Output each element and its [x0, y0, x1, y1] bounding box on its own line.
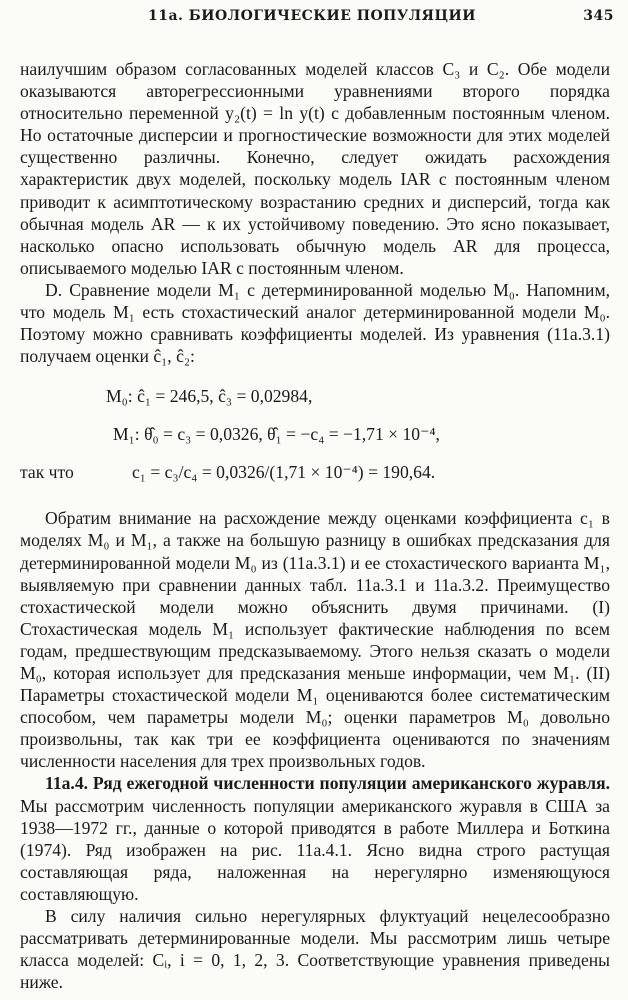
paragraph-4: Мы рассмотрим численность популяции американского журавля в США за 1938—1972 гг., данные о которой приводятся в работе Миллера и Боткина (1974). Ряд изображен на рис. 11a.4.1. Ясно видна строго растущая составляющая ряда, наложенная на нерегулярно изменяющуюся составляющую.: [20, 795, 610, 904]
running-header-title: 11a. БИОЛОГИЧЕСКИЕ ПОПУЛЯЦИИ: [148, 8, 476, 24]
equation-m0: [20, 377, 610, 415]
so-that-label: так что: [20, 462, 74, 483]
page-number: 345: [583, 8, 614, 24]
equation-c1-text: c₁ = c₃/c₄ = 0,0326/(1,71 × 10⁻⁴) = 190,64.: [132, 462, 436, 483]
equation-m1-text: M₁: θ̂₀ = c₃ = 0,0326, θ̂₁ = −c₄ = −1,71 × 10⁻⁴,: [113, 424, 440, 445]
section-heading: 11a.4. Ряд ежегодной численности популяции американского журавля.: [45, 773, 610, 794]
paragraph-3: Обратим внимание на расхождение между оценками коэффициента c₁ в моделях M₀ и M₁, а также на большую разницу в ошибках предсказания для детерминированной модели M₀ из (11a.3.1) и ее стохастического варианта M₁, выявляемую при сравнении данных табл. 11a.3.1 и 11a.3.2. Преимущество стохастической модели можно объяснить двумя причинами. (I) Стохастическая модель M₁ использует фактические наблюдения по всем годам, предшествующим предсказываемому. Этого нельзя сказать о модели M₀, которая использует для предсказания меньше информации, чем M₁. (II) Параметры стохастической модели M₁ оцениваются более систематическим способом, чем параметры модели M₀; оценки параметров M₀ довольно произвольны, так как три ее коэффициента оцениваются по значениям численности населения для трех произвольных годов.: [20, 508, 610, 772]
equation-m0-text: M₀: ĉ₁ = 246,5, ĉ₃ = 0,02984,: [106, 386, 313, 407]
paragraph-2: D. Сравнение модели M₁ с детерминированной моделью M₀. Напомним, что модель M₁ есть стохастический аналог детерминированной модели M₀. Поэтому можно сравнивать коэффициенты моделей. Из уравнения (11a.3.1) получаем оценки ĉ₁, ĉ₂:: [20, 279, 610, 367]
equation-m1: [20, 415, 610, 453]
running-header: [148, 8, 614, 24]
spacer: [20, 491, 610, 507]
paragraph-1: наилучшим образом согласованных моделей классов C₃ и C₂. Обе модели оказываются авторегрессионными уравнениями второго порядка относительно переменной y₂(t) = ln y(t) с добавленным постоянным членом. Но остаточные дисперсии и прогностические возможности для этих моделей существенно различны. Конечно, следует ожидать расхождения характеристик двух моделей, поскольку модель IAR с постоянным членом приводит к асимптотическому возрастанию средних и дисперсий, тогда как обычная модель AR — к их устойчивому поведению. Это ясно показывает, насколько опасно использовать обычную модель AR для процесса, описываемого моделью IAR с постоянным членом.: [20, 59, 610, 278]
spacer: [20, 367, 610, 377]
body-text: [20, 58, 610, 993]
paragraph-5: В силу наличия сильно нерегулярных флуктуаций нецелесообразно рассматривать детерминированные модели. Мы рассмотрим лишь четыре класса моделей: Cᵢ, i = 0, 1, 2, 3. Соответствующие уравнения приведены ниже.: [20, 906, 610, 993]
equation-c1: [20, 453, 610, 491]
section-paragraph: [20, 772, 610, 905]
